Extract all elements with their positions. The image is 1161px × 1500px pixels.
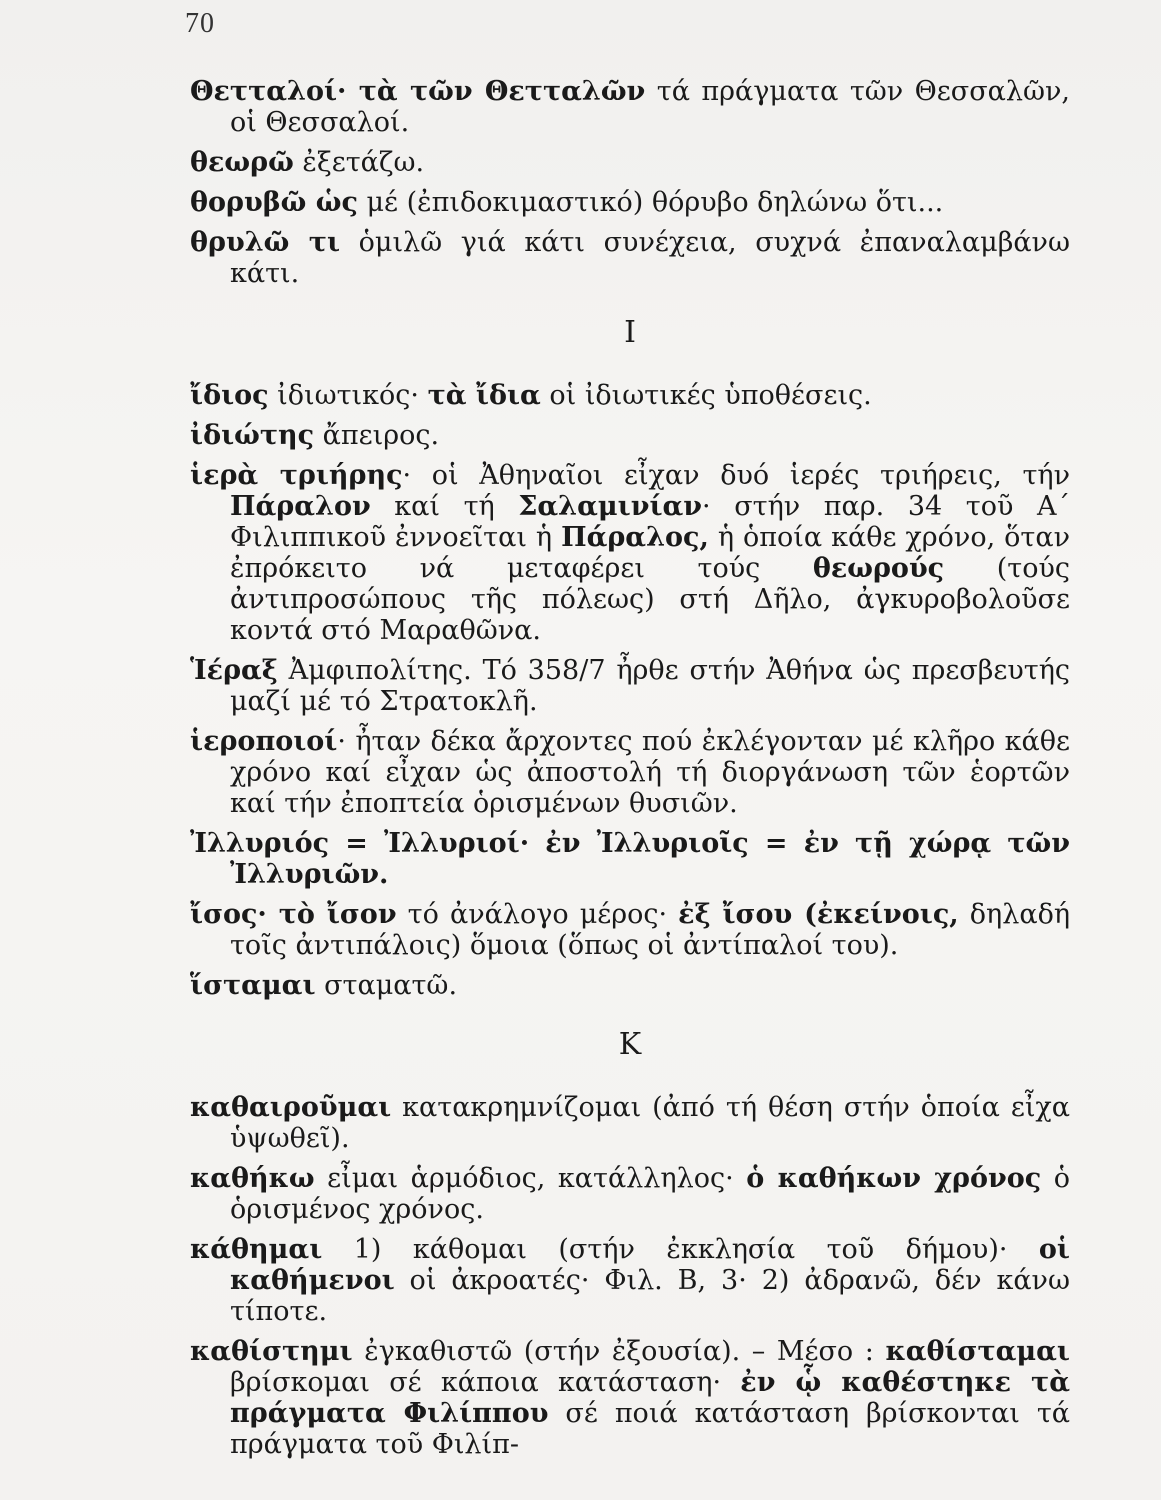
- entry-text: (τούς ἀντιπροσώπους τῆς πόλεως) στή Δῆλο, ἀγκυροβολοῦσε κοντά στό Μαραθῶνα.: [230, 553, 1070, 646]
- entry-text: βρίσκομαι σέ κάποια κατάσταση·: [230, 1367, 741, 1398]
- entry-text: Ἀμφιπολίτης. Τό 358/7 ἦρθε στήν Ἀθήνα ὡς πρεσβευτής μαζί μέ τό Στρατοκλῆ.: [230, 655, 1070, 717]
- entry-headword: ἱεροποιοί: [190, 726, 338, 757]
- entry-text: ἡ ὁποία κάθε χρόνο, ὅταν ἐπρόκειτο νά μεταφέρει τούς: [230, 522, 1070, 584]
- glossary-entry: [190, 1163, 1070, 1225]
- entry-headword: Ἱέραξ: [190, 655, 278, 686]
- entry-headword: θεωρῶ: [190, 147, 294, 178]
- entry-headword: κάθημαι: [190, 1234, 323, 1265]
- entry-headword: Πάραλον: [230, 491, 371, 522]
- glossary-entry: [190, 380, 1070, 411]
- glossary-entry: [190, 655, 1070, 717]
- entry-text: εἶμαι ἁρμόδιος, κατάλληλος·: [314, 1163, 747, 1194]
- glossary-entry: [190, 227, 1070, 289]
- glossary-content: [190, 76, 1070, 1469]
- glossary-entry: [190, 1092, 1070, 1154]
- entry-headword: Ἰλλυριός = Ἰλλυριοί· ἐν Ἰλλυριοῖς = ἐν τῇ χώρᾳ τῶν Ἰλλυριῶν.: [190, 828, 1070, 890]
- entry-headword: τὰ ἴδια: [427, 380, 541, 411]
- glossary-entry: [190, 76, 1070, 138]
- entry-text: ὁμιλῶ γιά κάτι συνέχεια, συχνά ἐπαναλαμβάνω κάτι.: [230, 227, 1070, 289]
- entry-headword: ἴσος· τὸ ἴσον: [190, 899, 397, 930]
- entry-headword: καθήκω: [190, 1163, 315, 1194]
- glossary-entry: [190, 147, 1070, 178]
- page-number: 70: [185, 8, 215, 39]
- entry-headword: ἐξ ἴσου (ἐκείνοις,: [678, 899, 959, 930]
- entry-headword: καθίσταμαι: [885, 1336, 1070, 1367]
- glossary-entry: [190, 1234, 1070, 1327]
- glossary-entry: [190, 187, 1070, 218]
- entry-headword: καθίστημι: [190, 1336, 353, 1367]
- entry-headword: θορυβῶ ὡς: [190, 187, 358, 218]
- entry-text: δηλαδή τοῖς ἀντιπάλοις) ὅμοια (ὅπως οἱ ἀντίπαλοί του).: [230, 899, 1070, 961]
- entry-headword: ἐν ᾧ καθέστηκε τὰ πράγματα Φιλίππου: [230, 1367, 1070, 1429]
- glossary-entry: [190, 1336, 1070, 1460]
- entry-text: ἄπειρος.: [314, 420, 440, 451]
- entry-text: τά πράγματα τῶν Θεσσαλῶν, οἱ Θεσσαλοί.: [230, 76, 1070, 138]
- entry-text: · ἦταν δέκα ἄρχοντες πού ἐκλέγονταν μέ κλῆρο κάθε χρόνο καί εἶχαν ὡς ἀποστολή τή διοργάνωση τῶν ἑορτῶν καί τήν ἐποπτεία ὁρισμένων θυσιῶν.: [230, 726, 1070, 819]
- entry-text: ὁ ὁρισμένος χρόνος.: [230, 1163, 1071, 1225]
- entry-headword: θρυλῶ τι: [190, 227, 341, 258]
- entry-text: σταματῶ.: [315, 970, 458, 1001]
- entry-headword: καθαιροῦμαι: [190, 1092, 392, 1123]
- entry-headword: Σαλαμινίαν: [518, 491, 703, 522]
- glossary-entry: [190, 828, 1070, 890]
- entry-text: κατακρημνίζομαι (ἀπό τή θέση στήν ὁποία εἶχα ὑψωθεῖ).: [230, 1092, 1070, 1154]
- entry-text: ἐξετάζω.: [293, 147, 425, 178]
- glossary-entry: [190, 420, 1070, 451]
- glossary-entry: [190, 899, 1070, 961]
- entry-headword: θεωρούς: [812, 553, 945, 584]
- glossary-entry: [190, 726, 1070, 819]
- entry-headword: ἰδιώτης: [190, 420, 315, 451]
- entry-headword: Θετταλοί· τὰ τῶν Θετταλῶν: [190, 76, 646, 107]
- section-letter: Ι: [624, 315, 636, 350]
- entry-text: τό ἀνάλογο μέρος·: [396, 899, 679, 930]
- entry-headword: ἴδιος: [190, 380, 269, 411]
- entry-text: καί τή: [370, 491, 519, 522]
- entry-text: · στήν παρ. 34 τοῦ Α´ Φιλιππικοῦ ἐννοεῖται ἡ: [230, 491, 1070, 553]
- entry-headword: ὁ καθήκων χρόνος: [746, 1163, 1042, 1194]
- section-letter: Κ: [618, 1027, 642, 1062]
- entry-text: οἱ ἀκροατές· Φιλ. Β, 3· 2) ἀδρανῶ, δέν κάνω τίποτε.: [230, 1265, 1070, 1327]
- entry-text: · οἱ Ἀθηναῖοι εἶχαν δυό ἱερές τριήρεις, τήν: [402, 460, 1070, 491]
- entry-headword: Πάραλος,: [561, 522, 709, 553]
- entry-headword: οἱ καθήμενοι: [230, 1234, 1070, 1296]
- entry-text: ἰδιωτικός·: [268, 380, 428, 411]
- entry-headword: ἵσταμαι: [190, 970, 316, 1001]
- entry-text: μέ (ἐπιδοκιμαστικό) θόρυβο δηλώνω ὅτι...: [357, 187, 944, 218]
- entry-text: ἐγκαθιστῶ (στήν ἐξουσία). – Μέσο :: [352, 1336, 886, 1367]
- entry-headword: ἱερὰ τριήρης: [190, 460, 403, 491]
- entry-text: οἱ ἰδιωτικές ὑποθέσεις.: [540, 380, 872, 411]
- entry-text: 1) κάθομαι (στήν ἐκκλησία τοῦ δήμου)·: [322, 1234, 1039, 1265]
- glossary-entry: [190, 460, 1070, 646]
- glossary-entry: [190, 970, 1070, 1001]
- entry-text: σέ ποιά κατάσταση βρίσκονται τά πράγματα τοῦ Φιλίπ-: [230, 1398, 1070, 1460]
